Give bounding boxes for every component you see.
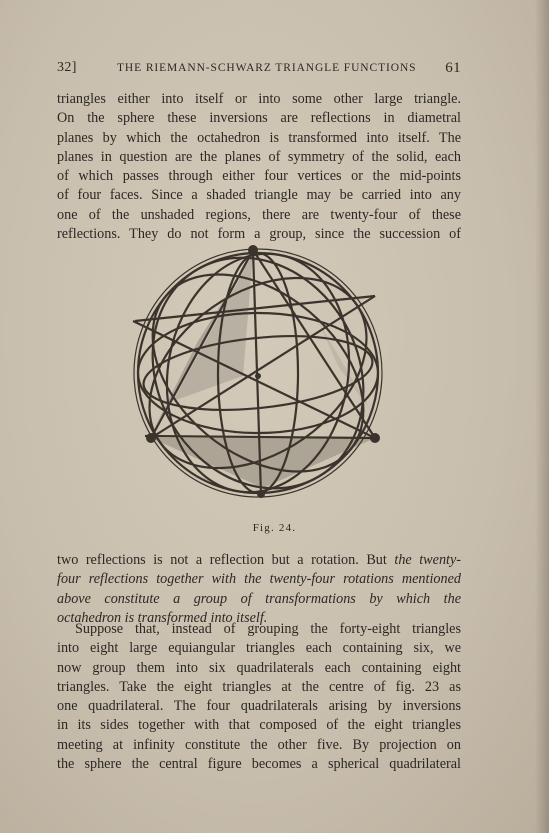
text-line: one quadrilateral. The four quadrilaterals arising by inversions [57,698,461,715]
figure-caption: Fig. 24. [252,522,297,534]
running-title: THE RIEMANN-SCHWARZ TRIANGLE FUNCTIONS [117,62,417,74]
paragraph-bottom [57,620,461,774]
text-line: into eight large equiangular triangles each containing six, we [57,640,461,657]
text-italic: above constitute a group of transformations by which the [57,590,461,607]
text-line: planes by which the octahedron is transformed into itself. The [57,129,461,146]
paragraph-continued [57,551,461,628]
text-line: the sphere the central figure becomes a spherical quadrilateral [57,756,461,773]
text-line [57,590,461,609]
text-line: of four faces. Since a shaded triangle may be carried into any [57,187,461,204]
page-edge-shadow [535,0,549,833]
text-line: of which passes through either four vertices or the mid-points [57,168,461,185]
text-italic: octahedron is transformed into itself. [57,609,268,626]
paragraph-top [57,90,461,244]
text-line: planes in question are the planes of symmetry of the solid, each [57,148,461,165]
text-line: Suppose that, instead of grouping the forty-eight triangles [75,621,461,637]
wireframe-octahedron-sphere-icon [103,226,413,516]
text-line: On the sphere these inversions are reflections in diametral [57,110,461,127]
text-line: triangles. Take the eight triangles at the centre of fig. 23 as [57,678,461,695]
text-italic: the twenty- [394,552,461,568]
text-line: one of the unshaded regions, there are twenty-four of these [57,206,461,223]
text-line: now group them into six quadrilaterals each containing eight [57,659,461,676]
text-line [57,551,461,570]
text-line [57,570,461,589]
running-header [57,60,461,80]
text-line: in its sides together with that composed of the eight triangles [57,717,461,734]
page-number: 61 [445,60,461,76]
text-line: reflections. They do not form a group, since the succession of [57,226,461,243]
text-plain: two reflections is not a reflection but a rotation. But [57,552,395,568]
text-italic: four reflections together with the twenty-four rotations mentioned [57,571,461,588]
text-line: meeting at infinity constitute the other five. By projection on [57,736,461,753]
text-line: triangles either into itself or into some other large triangle. [57,91,461,107]
figure-wireframe-sphere [103,226,413,516]
section-reference: 32] [57,60,77,75]
